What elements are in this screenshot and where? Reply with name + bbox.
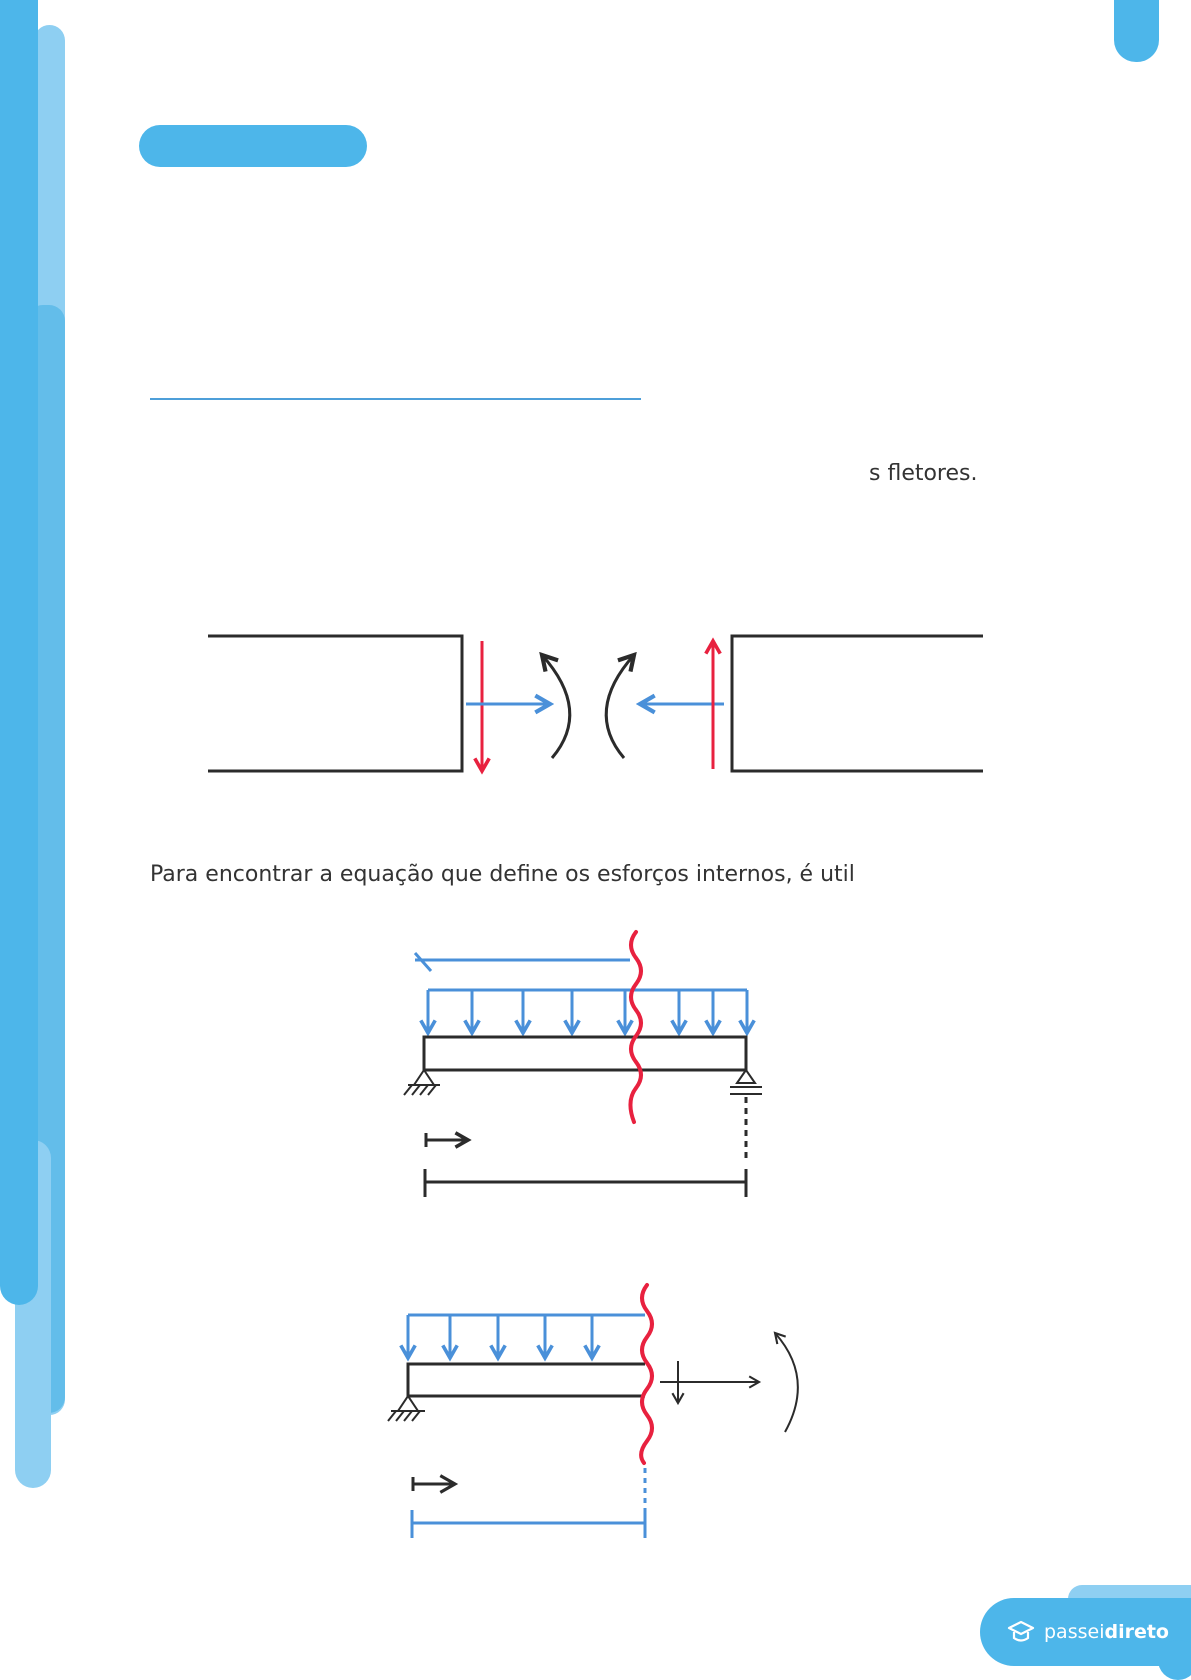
decorative-bar-dark — [0, 0, 38, 1305]
bending-moment-arrow — [775, 1333, 798, 1432]
section-heading-pill — [139, 125, 367, 167]
pin-support — [404, 1070, 440, 1095]
graduation-cap-icon — [1006, 1619, 1036, 1645]
roller-support — [730, 1070, 762, 1094]
internal-forces-figure — [200, 625, 990, 785]
beam — [424, 1037, 746, 1070]
left-beam-segment — [208, 636, 462, 771]
free-body-figure — [385, 1278, 815, 1543]
brand-name — [1044, 1621, 1169, 1643]
body-text-equation: Para encontrar a equação que define os esforços internos, é util — [150, 862, 855, 887]
beam-cut-figure — [400, 925, 780, 1205]
decorative-tab-top-right — [1114, 0, 1159, 62]
distributed-load-arrows — [408, 1315, 592, 1358]
left-moment-arrow — [542, 655, 570, 758]
brand-decor-dot — [1158, 1640, 1191, 1680]
right-beam-segment — [732, 636, 983, 771]
right-moment-arrow — [606, 655, 634, 758]
pin-support — [388, 1396, 425, 1421]
section-cut — [641, 1285, 652, 1463]
brand-name-light: passei — [1044, 1621, 1105, 1643]
heading-underline — [150, 398, 641, 400]
brand-name-bold: direto — [1104, 1621, 1169, 1643]
distributed-load-arrows — [428, 990, 747, 1033]
section-cut — [630, 932, 641, 1122]
body-text-fletores: s fletores. — [869, 461, 978, 486]
beam-segment — [408, 1364, 645, 1396]
